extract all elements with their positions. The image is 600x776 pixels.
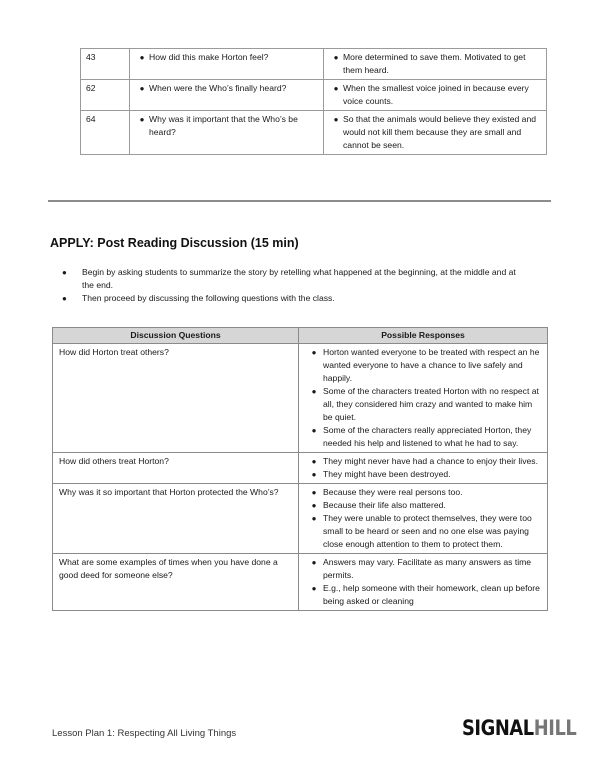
- bullet-icon: ●: [311, 426, 317, 435]
- table-row: [53, 484, 548, 554]
- possible-responses-cell: [299, 484, 548, 554]
- bullet-icon: ●: [333, 84, 339, 93]
- table-row: [53, 344, 548, 453]
- section-divider: [48, 200, 551, 202]
- question-cell: [130, 49, 324, 80]
- response-bullet: [329, 82, 541, 108]
- question-cell: [130, 80, 324, 111]
- question-bullet: [135, 51, 318, 64]
- logo-hill: HILL: [533, 716, 577, 740]
- reading-questions-table: [80, 48, 547, 155]
- response-text: So that the animals would believe they existed and would not kill them because they are small and cannot be seen.: [343, 114, 537, 150]
- response-bullet: [329, 113, 541, 152]
- bullet-icon: ●: [62, 268, 67, 277]
- signal-hill-logo: [462, 716, 576, 740]
- list-item: [305, 512, 543, 551]
- bullet-icon: ●: [311, 558, 317, 567]
- list-item: [62, 266, 522, 292]
- table-row: [81, 49, 547, 80]
- table-row: [81, 80, 547, 111]
- bullet-icon: ●: [311, 348, 317, 357]
- bullet-icon: ●: [333, 115, 339, 124]
- list-item: [305, 499, 543, 512]
- response-text: When the smallest voice joined in because every voice counts.: [343, 83, 529, 106]
- page-number-cell: 43: [81, 49, 130, 80]
- bullet-icon: ●: [311, 514, 317, 523]
- response-text: Some of the characters treated Horton with no respect at all, they considered him crazy and wanted to make him be quiet.: [323, 386, 539, 422]
- column-header: Possible Responses: [299, 328, 548, 344]
- response-text: They might never have had a chance to enjoy their lives.: [323, 456, 538, 466]
- discussion-question-cell: How did Horton treat others?: [53, 344, 299, 453]
- response-bullet: [329, 51, 541, 77]
- responses-list: [305, 455, 543, 481]
- bullet-icon: ●: [311, 387, 317, 396]
- bullet-icon: ●: [333, 53, 339, 62]
- list-item: [305, 486, 543, 499]
- discussion-question-cell: How did others treat Horton?: [53, 453, 299, 484]
- list-item: [305, 582, 543, 608]
- response-text: Because their life also mattered.: [323, 500, 446, 510]
- response-cell: [324, 49, 547, 80]
- list-item-text: Begin by asking students to summarize the story by retelling what happened at the beginning, at the middle and at the end.: [82, 267, 516, 290]
- list-item: [305, 556, 543, 582]
- bullet-icon: ●: [139, 84, 145, 93]
- response-text: Horton wanted everyone to be treated with respect an he wanted everyone to have a chance to live safely and happily.: [323, 347, 540, 383]
- response-text: More determined to save them. Motivated to get them heard.: [343, 52, 526, 75]
- responses-list: [305, 346, 543, 450]
- column-header: Discussion Questions: [53, 328, 299, 344]
- response-text: Some of the characters really appreciated Horton, they needed his help and listened to what he had to say.: [323, 425, 532, 448]
- possible-responses-cell: [299, 344, 548, 453]
- bullet-icon: ●: [311, 488, 317, 497]
- bullet-icon: ●: [311, 584, 317, 593]
- responses-list: [305, 486, 543, 551]
- list-item: [305, 385, 543, 424]
- bullet-icon: ●: [139, 53, 145, 62]
- possible-responses-cell: [299, 453, 548, 484]
- bullet-icon: ●: [139, 115, 145, 124]
- page-number-cell: 64: [81, 111, 130, 155]
- section-title: APPLY: Post Reading Discussion (15 min): [50, 236, 299, 250]
- bullet-icon: ●: [62, 294, 67, 303]
- question-text: Why was it important that the Who’s be heard?: [149, 114, 298, 137]
- response-text: They were unable to protect themselves, they were too small to be heard or seen and no one else was paying close enough attention to them to protect them.: [323, 513, 532, 549]
- bullet-icon: ●: [311, 470, 317, 479]
- question-cell: [130, 111, 324, 155]
- table-row: [81, 111, 547, 155]
- footer-text: Lesson Plan 1: Respecting All Living Things: [52, 728, 237, 739]
- response-cell: [324, 111, 547, 155]
- intro-list: [62, 266, 522, 305]
- bullet-icon: ●: [311, 457, 317, 466]
- possible-responses-cell: [299, 554, 548, 611]
- question-text: When were the Who’s finally heard?: [149, 83, 287, 93]
- question-text: How did this make Horton feel?: [149, 52, 269, 62]
- response-text: They might have been destroyed.: [323, 469, 451, 479]
- logo-signal: SIGNAL: [462, 716, 534, 740]
- response-text: Because they were real persons too.: [323, 487, 463, 497]
- list-item: [62, 292, 522, 305]
- list-item: [305, 424, 543, 450]
- table-row: [53, 453, 548, 484]
- bullet-icon: ●: [311, 501, 317, 510]
- discussion-question-cell: What are some examples of times when you have done a good deed for someone else?: [53, 554, 299, 611]
- response-text: E.g., help someone with their homework, clean up before being asked or cleaning: [323, 583, 540, 606]
- page-number-cell: 62: [81, 80, 130, 111]
- question-bullet: [135, 113, 318, 139]
- table-row: [53, 554, 548, 611]
- list-item-text: Then proceed by discussing the following questions with the class.: [82, 293, 335, 303]
- discussion-question-cell: Why was it so important that Horton protected the Who’s?: [53, 484, 299, 554]
- question-bullet: [135, 82, 318, 95]
- discussion-table: [52, 327, 548, 611]
- response-cell: [324, 80, 547, 111]
- responses-list: [305, 556, 543, 608]
- response-text: Answers may vary. Facilitate as many answers as time permits.: [323, 557, 532, 580]
- table-header-row: [53, 328, 548, 344]
- list-item: [305, 346, 543, 385]
- list-item: [305, 455, 543, 468]
- list-item: [305, 468, 543, 481]
